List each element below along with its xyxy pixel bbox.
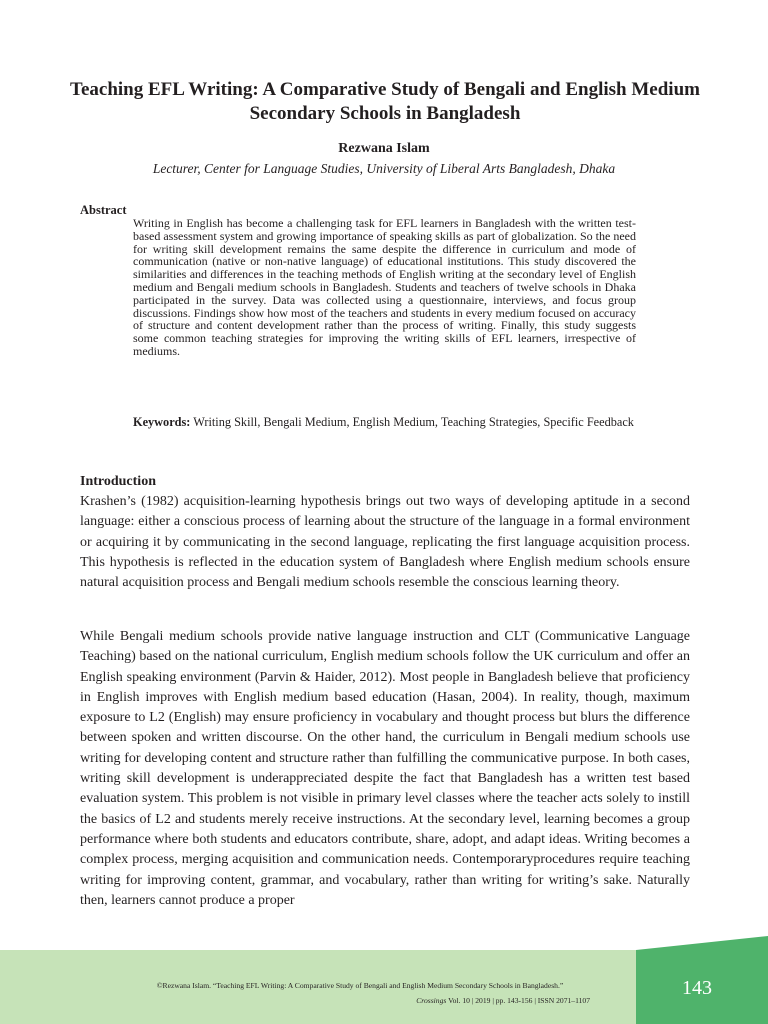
- introduction-heading: Introduction: [80, 474, 156, 489]
- page-number: 143: [682, 977, 712, 999]
- journal-details: Vol. 10 | 2019 | pp. 143-156 | ISSN 2071–1107: [448, 996, 590, 1005]
- introduction-paragraph-1: Krashen’s (1982) acquisition-learning hypothesis brings out two ways of developing aptitude in a second language: either a conscious process of learning about the structure of the language in a formal environment or acquiring it by communicating in the second language, replicating the first language acquisition process. This hypothesis is reflected in the education system of Bangladesh where English medium schools ensure natural acquisition process and Bengali medium schools resemble the conscious learning theory.: [80, 494, 690, 591]
- abstract-text: Writing in English has become a challenging task for EFL learners in Bangladesh with the written test-based assessment system and growing importance of speaking skills as part of globalization. So the need for writing skill development remains the same despite the difference in curriculum and mode of communication (native or non-native language) of educational institutions. This study discovered the similarities and differences in the teaching methods of English writing at the secondary level of English medium and Bengali medium schools in Bangladesh. Students and teachers of twelve schools in Dhaka participated in the survey. Data was collected using a questionnaire, interviews, and focus group discussions. Findings show how most of the teachers and students in every medium focused on accuracy of structure and content development rather than the process of writing. Finally, this study suggests some common teaching strategies for improving the writing skills of EFL learners, irrespective of mediums.: [133, 216, 636, 358]
- keywords: [133, 412, 636, 433]
- introduction-paragraph-2: While Bengali medium schools provide native language instruction and CLT (Communicative Language Teaching) based on the national curriculum, English medium schools follow the UK curriculum and offer an English speaking environment (Parvin & Haider, 2012). Most people in Bangladesh believe that proficiency in English improves with English medium based education (Hasan, 2004). In reality, though, maximum exposure to L2 (English) may ensure proficiency in vocabulary and thought process but blurs the difference between spoken and written discourse. On the other hand, the curriculum in Bengali medium schools use writing for developing content and structure rather than fulfilling the communicative purpose. In both cases, writing skill development is underappreciated despite the fact that Bangladesh has a written test based evaluation system. This problem is not visible in primary level classes where the teacher acts solely to instill the basics of L2 and students merely receive instructions. At the secondary level, learning becomes a group performance where both students and educators contribute, share, adopt, and adapt ideas. Writing becomes a complex process, merging acquisition and communication needs. Contemporaryprocedures require teaching writing for improving content, grammar, and vocabulary, rather than writing for writing’s sake. Naturally then, learners cannot produce a proper: [80, 629, 690, 908]
- journal-name: Crossings: [416, 996, 447, 1005]
- author-affiliation: Lecturer, Center for Language Studies, University of Liberal Arts Bangladesh, Dhaka: [152, 161, 616, 176]
- article-title: Teaching EFL Writing: A Comparative Study of Bengali and English Medium Secondary Schools in Bangladesh: [70, 79, 700, 124]
- keywords-label: Keywords:: [133, 415, 191, 429]
- keywords-list: Writing Skill, Bengali Medium, English Medium, Teaching Strategies, Specific Feedback: [193, 415, 634, 429]
- abstract-label: Abstract: [80, 203, 127, 217]
- footer-citation-line-2: [100, 995, 590, 1006]
- footer-citation-line-1: ©Rezwana Islam. “Teaching EFL Writing: A Comparative Study of Bengali and English Medium Secondary Schools in Bangladesh.”: [156, 981, 564, 990]
- author-name: Rezwana Islam: [338, 141, 430, 156]
